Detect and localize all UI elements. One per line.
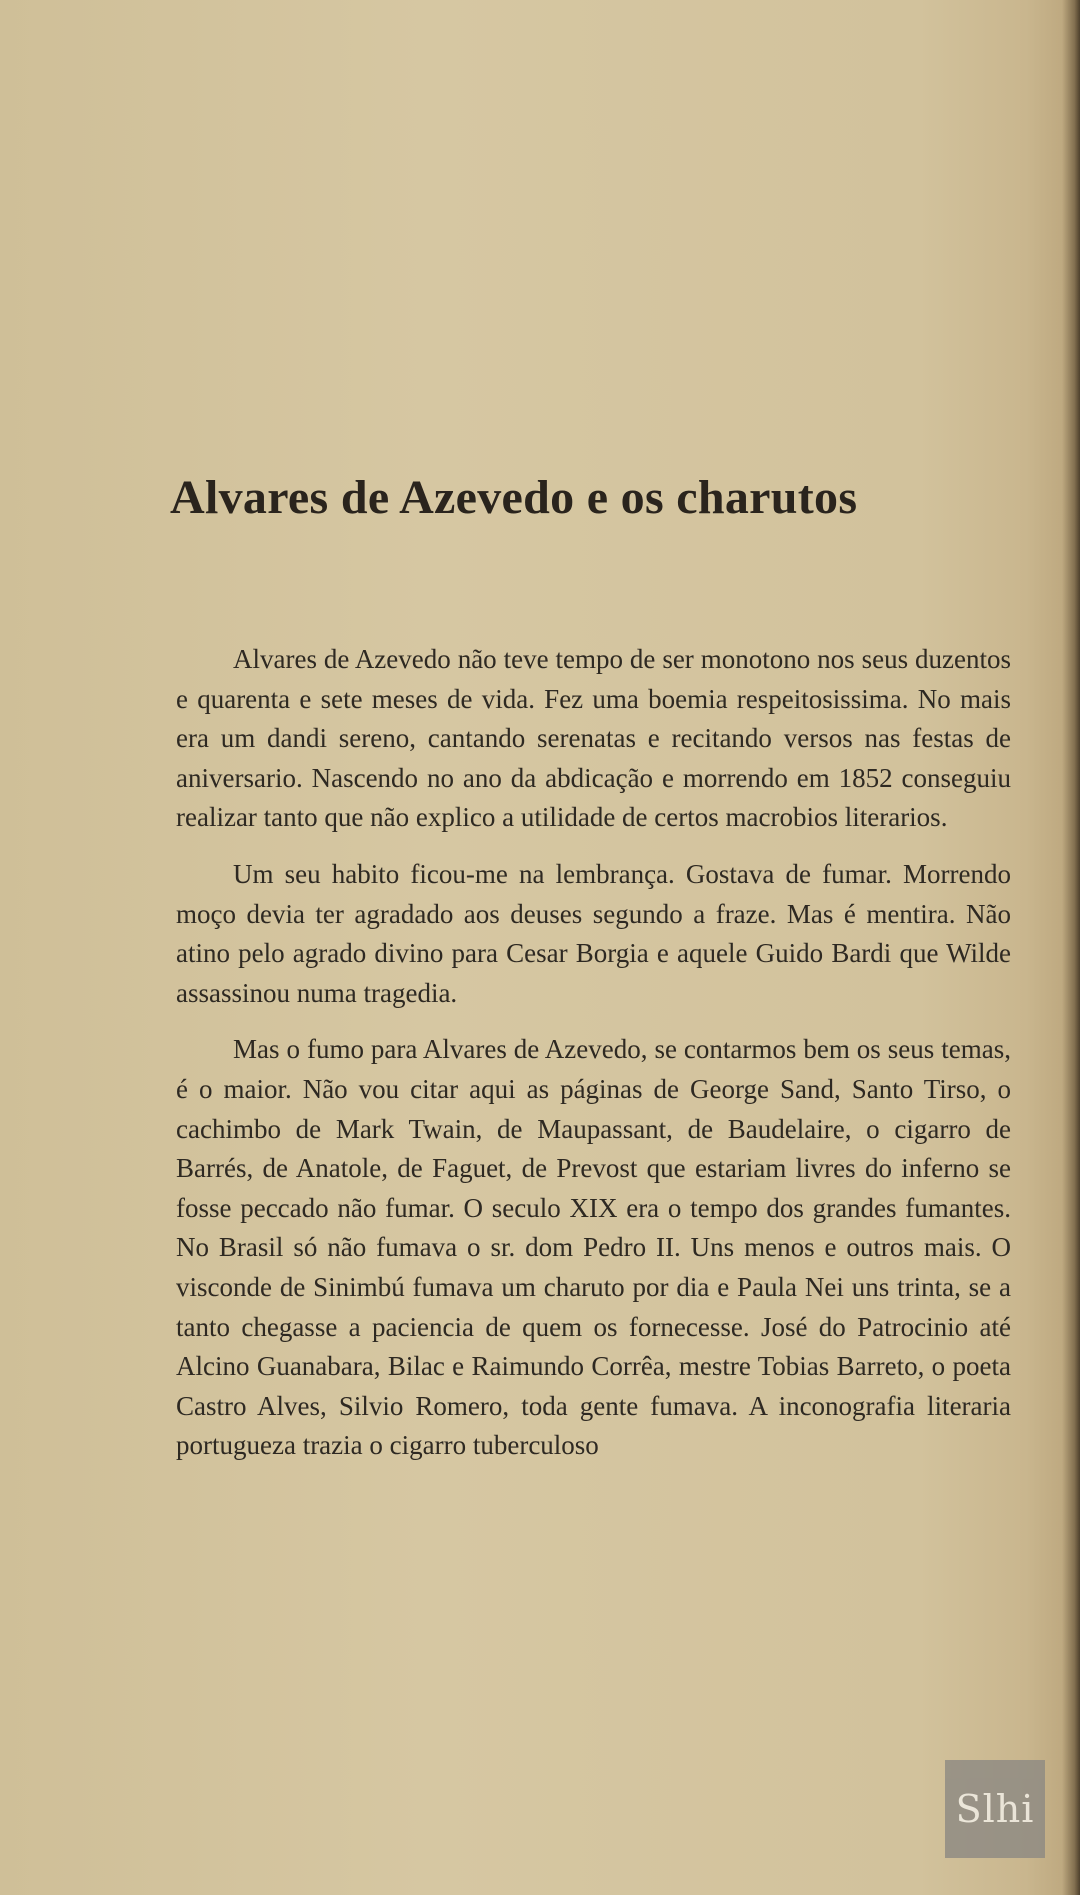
- paragraph-2: Um seu habito ficou-me na lembrança. Gostava de fumar. Morrendo moço devia ter agradado aos deuses segundo a fraze. Mas é mentira. Não atino pelo agrado divino para Cesar Borgia e aquele Guido Bardi que Wilde assassinou numa tragedia.: [176, 858, 1011, 1008]
- library-watermark-logo: [945, 1760, 1045, 1858]
- body-text: [176, 640, 1011, 1483]
- watermark-text: Slhi: [955, 1787, 1035, 1831]
- paragraph-1: Alvares de Azevedo não teve tempo de ser monotono nos seus duzentos e quarenta e sete meses de vida. Fez uma boemia respeitosissima. No mais era um dandi sereno, cantando serenatas e recitando versos nas festas de aniversario. Nascendo no ano da abdicação e morrendo em 1852 conseguiu realizar tanto que não explico a utilidade de certos macrobios literarios.: [176, 644, 1011, 833]
- paragraph-3: Mas o fumo para Alvares de Azevedo, se contarmos bem os seus temas, é o maior. Não vou citar aqui as páginas de George Sand, Santo Tirso, o cachimbo de Mark Twain, de Maupassant, de Baudelaire, o cigarro de Barrés, de Anatole, de Faguet, de Prevost que estariam livres do inferno se fosse peccado não fumar. O seculo XIX era o tempo dos grandes fumantes. No Brasil só não fumava o sr. dom Pedro II. Uns menos e outros mais. O visconde de Sinimbú fumava um charuto por dia e Paula Nei uns trinta, se a tanto chegasse a paciencia de quem os fornecesse. José do Patrocinio até Alcino Guanabara, Bilac e Raimundo Corrêa, mestre Tobias Barreto, o poeta Castro Alves, Silvio Romero, toda gente fumava. A inconografia literaria portugueza trazia o cigarro tuberculoso: [176, 1034, 1011, 1461]
- page-edge-shadow: [1062, 0, 1080, 1895]
- chapter-title: Alvares de Azevedo e os charutos: [170, 471, 858, 524]
